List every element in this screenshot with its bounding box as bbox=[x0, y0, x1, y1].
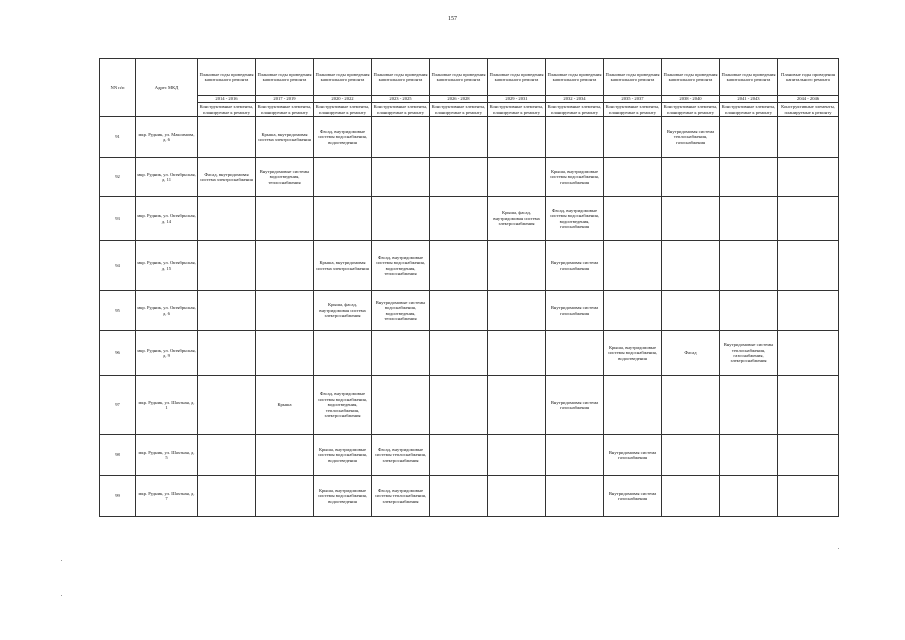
header-period-title: Плановые годы проведения капитального ремонта bbox=[662, 59, 720, 96]
repair-elements-cell: Внутридомовые системы теплоснабжения, газоснабжения, электроснабжения bbox=[720, 331, 778, 376]
repair-elements-cell bbox=[488, 158, 546, 197]
repair-elements-cell bbox=[372, 158, 430, 197]
repair-elements-cell bbox=[778, 197, 839, 241]
row-address: мкр. Рудник, ул. Октябрьская, д. 11 bbox=[136, 158, 198, 197]
repair-elements-cell bbox=[430, 241, 488, 291]
repair-elements-cell bbox=[720, 241, 778, 291]
header-period-title: Плановые годы проведения капитального ремонта bbox=[198, 59, 256, 96]
row-address: мкр. Рудник, ул. Шахтная, д. 7 bbox=[136, 476, 198, 517]
repair-elements-cell: Крыша, внутридомовая система электроснабжения bbox=[256, 117, 314, 158]
repair-elements-cell bbox=[662, 197, 720, 241]
row-address: мкр. Рудник, ул. Октябрьская, д. 9 bbox=[136, 331, 198, 376]
repair-elements-cell bbox=[778, 476, 839, 517]
repair-elements-cell bbox=[198, 376, 256, 435]
repair-elements-cell bbox=[256, 291, 314, 331]
row-address: мкр. Рудник, ул. Октябрьская, д. 14 bbox=[136, 197, 198, 241]
page-number: 157 bbox=[448, 16, 457, 22]
header-period-subtitle: Конструктивные элементы, планируемые к ремонту bbox=[546, 103, 604, 117]
repair-elements-cell: Крыша, внутридомовые системы водоснабжения, водоотведения bbox=[314, 476, 372, 517]
row-number: 95 bbox=[100, 291, 136, 331]
header-period-years: 2029 - 2031 bbox=[488, 96, 546, 103]
header-period-title: Плановые годы проведения капитального ремонта bbox=[372, 59, 430, 96]
table-row bbox=[100, 241, 839, 291]
row-number: 91 bbox=[100, 117, 136, 158]
header-period-years: 2038 - 2040 bbox=[662, 96, 720, 103]
header-period-title: Плановые годы проведения капитального ремонта bbox=[314, 59, 372, 96]
repair-elements-cell bbox=[372, 117, 430, 158]
repair-elements-cell bbox=[488, 241, 546, 291]
repair-elements-cell bbox=[604, 241, 662, 291]
repair-elements-cell bbox=[430, 376, 488, 435]
repair-elements-cell bbox=[198, 197, 256, 241]
repair-elements-cell bbox=[546, 117, 604, 158]
table-row bbox=[100, 376, 839, 435]
repair-elements-cell bbox=[198, 331, 256, 376]
repair-elements-cell bbox=[488, 331, 546, 376]
repair-elements-cell: Фасад, внутридомовые системы теплоснабжения, электроснабжения bbox=[372, 476, 430, 517]
repair-elements-cell: Внутридомовая система газоснабжения bbox=[546, 291, 604, 331]
header-period-subtitle: Конструктивные элементы, планируемые к ремонту bbox=[778, 103, 839, 117]
repair-elements-cell bbox=[778, 158, 839, 197]
repair-elements-cell bbox=[604, 376, 662, 435]
repair-elements-cell bbox=[488, 435, 546, 476]
repair-elements-cell bbox=[720, 435, 778, 476]
header-period-title: Плановые годы проведения капитального ремонта bbox=[430, 59, 488, 96]
repair-elements-cell: Фасад, внутридомовая система электроснабжения bbox=[198, 158, 256, 197]
row-number: 98 bbox=[100, 435, 136, 476]
repair-elements-cell bbox=[256, 435, 314, 476]
header-period-years: 2044 - 2046 bbox=[778, 96, 839, 103]
header-period-title: Плановые годы проведения капитального ремонта bbox=[720, 59, 778, 96]
repair-elements-cell bbox=[256, 241, 314, 291]
repair-elements-cell: Внутридомовые системы водоснабжения, водоотведения, теплоснабжения bbox=[372, 291, 430, 331]
capital-repair-table bbox=[99, 58, 839, 517]
row-number: 94 bbox=[100, 241, 136, 291]
repair-elements-cell bbox=[372, 197, 430, 241]
repair-elements-cell: Внутридомовая система теплоснабжения, газоснабжения bbox=[662, 117, 720, 158]
header-period-years: 2032 - 2034 bbox=[546, 96, 604, 103]
row-number: 99 bbox=[100, 476, 136, 517]
header-period-years: 2026 - 2028 bbox=[430, 96, 488, 103]
header-period-subtitle: Конструктивные элементы, планируемые к ремонту bbox=[314, 103, 372, 117]
table-row bbox=[100, 158, 839, 197]
repair-elements-cell bbox=[662, 158, 720, 197]
repair-elements-cell bbox=[488, 117, 546, 158]
repair-elements-cell bbox=[778, 435, 839, 476]
header-period-subtitle: Конструктивные элементы, планируемые к ремонту bbox=[430, 103, 488, 117]
table-row bbox=[100, 197, 839, 241]
repair-elements-cell bbox=[662, 435, 720, 476]
header-period-title: Плановые годы проведения капитального ремонта bbox=[546, 59, 604, 96]
repair-elements-cell bbox=[488, 376, 546, 435]
table-row bbox=[100, 331, 839, 376]
repair-elements-cell bbox=[256, 197, 314, 241]
repair-elements-cell bbox=[778, 331, 839, 376]
header-period-subtitle: Конструктивные элементы, планируемые к ремонту bbox=[662, 103, 720, 117]
row-number: 97 bbox=[100, 376, 136, 435]
repair-elements-cell bbox=[662, 241, 720, 291]
repair-elements-cell: Крыша bbox=[256, 376, 314, 435]
repair-elements-cell: Фасад, внутридомовые системы водоснабжения, водоотведения, газоснабжения bbox=[546, 197, 604, 241]
header-period-subtitle: Конструктивные элементы, планируемые к ремонту bbox=[488, 103, 546, 117]
repair-elements-cell: Крыша, фасад, внутридомовая система электроснабжения bbox=[488, 197, 546, 241]
header-period-years: 2017 - 2019 bbox=[256, 96, 314, 103]
repair-elements-cell bbox=[604, 117, 662, 158]
repair-elements-cell bbox=[604, 158, 662, 197]
repair-elements-cell bbox=[778, 376, 839, 435]
header-period-years: 2023 - 2025 bbox=[372, 96, 430, 103]
repair-elements-cell bbox=[198, 435, 256, 476]
repair-elements-cell bbox=[314, 331, 372, 376]
header-number: NN п/п bbox=[100, 59, 136, 117]
repair-elements-cell bbox=[430, 476, 488, 517]
repair-elements-cell: Крыша, внутридомовая система электроснабжения bbox=[314, 241, 372, 291]
repair-elements-cell: Крыша, внутридомовые системы водоснабжения, водоотведения bbox=[604, 331, 662, 376]
header-period-years: 2020 - 2022 bbox=[314, 96, 372, 103]
repair-elements-cell: Фасад, внутридомовые системы водоснабжения, водоотведения bbox=[314, 117, 372, 158]
repair-elements-cell bbox=[256, 331, 314, 376]
repair-elements-cell bbox=[488, 476, 546, 517]
scan-speck bbox=[61, 560, 62, 561]
header-period-years: 2035 - 2037 bbox=[604, 96, 662, 103]
repair-elements-cell bbox=[720, 291, 778, 331]
row-number: 92 bbox=[100, 158, 136, 197]
repair-elements-cell bbox=[314, 158, 372, 197]
row-address: мкр. Рудник, ул. Шахтная, д. 5 bbox=[136, 435, 198, 476]
repair-elements-cell: Внутридомовая система газоснабжения bbox=[604, 476, 662, 517]
repair-elements-cell: Фасад bbox=[662, 331, 720, 376]
header-period-title: Плановые годы проведения капитального ремонта bbox=[604, 59, 662, 96]
repair-elements-cell bbox=[720, 376, 778, 435]
header-address: Адрес МКД bbox=[136, 59, 198, 117]
repair-elements-cell bbox=[604, 197, 662, 241]
table-row bbox=[100, 435, 839, 476]
repair-elements-cell bbox=[778, 241, 839, 291]
header-period-years: 2014 - 2016 bbox=[198, 96, 256, 103]
table-row bbox=[100, 117, 839, 158]
repair-elements-cell bbox=[662, 476, 720, 517]
repair-elements-cell bbox=[720, 197, 778, 241]
scan-speck bbox=[61, 595, 62, 596]
repair-elements-cell bbox=[198, 291, 256, 331]
table-row bbox=[100, 476, 839, 517]
repair-elements-cell bbox=[198, 476, 256, 517]
repair-elements-cell bbox=[662, 291, 720, 331]
repair-elements-cell: Крыша, внутридомовые системы водоснабжения, газоснабжения bbox=[546, 158, 604, 197]
repair-elements-cell bbox=[430, 331, 488, 376]
repair-elements-cell bbox=[430, 117, 488, 158]
repair-elements-cell bbox=[546, 476, 604, 517]
repair-elements-cell bbox=[372, 331, 430, 376]
header-period-title: Плановые годы проведения капитального ремонта bbox=[778, 59, 839, 96]
repair-elements-cell: Фасад, внутридомовые системы теплоснабжения, электроснабжения bbox=[372, 435, 430, 476]
repair-elements-cell: Внутридомовая система газоснабжения bbox=[546, 241, 604, 291]
repair-elements-cell bbox=[720, 476, 778, 517]
repair-elements-cell bbox=[372, 376, 430, 435]
repair-elements-cell bbox=[546, 331, 604, 376]
repair-elements-cell bbox=[430, 291, 488, 331]
row-number: 96 bbox=[100, 331, 136, 376]
repair-elements-cell bbox=[198, 241, 256, 291]
repair-elements-cell bbox=[662, 376, 720, 435]
header-period-subtitle: Конструктивные элементы, планируемые к ремонту bbox=[604, 103, 662, 117]
repair-elements-cell bbox=[430, 158, 488, 197]
repair-elements-cell bbox=[314, 197, 372, 241]
header-period-title: Плановые годы проведения капитального ремонта bbox=[256, 59, 314, 96]
header-period-subtitle: Конструктивные элементы, планируемые к ремонту bbox=[720, 103, 778, 117]
header-period-years: 2041 - 2043 bbox=[720, 96, 778, 103]
repair-elements-cell: Фасад, внутридомовые системы водоснабжения, водоотведения, теплоснабжения bbox=[372, 241, 430, 291]
row-address: мкр. Рудник, ул. Шахтная, д. 1 bbox=[136, 376, 198, 435]
repair-elements-cell bbox=[430, 197, 488, 241]
repair-elements-cell bbox=[488, 291, 546, 331]
header-period-title: Плановые годы проведения капитального ремонта bbox=[488, 59, 546, 96]
scan-speck bbox=[838, 548, 839, 549]
repair-elements-cell: Крыша, фасад, внутридомовая система электроснабжения bbox=[314, 291, 372, 331]
header-period-subtitle: Конструктивные элементы, планируемые к ремонту bbox=[256, 103, 314, 117]
repair-elements-cell bbox=[604, 291, 662, 331]
repair-elements-cell bbox=[720, 158, 778, 197]
repair-elements-cell: Крыша, внутридомовые системы водоснабжения, водоотведения bbox=[314, 435, 372, 476]
repair-elements-cell: Внутридомовые системы водоотведения, теплоснабжения bbox=[256, 158, 314, 197]
repair-elements-cell bbox=[720, 117, 778, 158]
table-row bbox=[100, 291, 839, 331]
row-address: мкр. Рудник, ул. Октябрьская, д. 15 bbox=[136, 241, 198, 291]
repair-elements-cell bbox=[198, 117, 256, 158]
row-address: мкр. Рудник, ул. Максимова, д. 6 bbox=[136, 117, 198, 158]
repair-elements-cell: Внутридомовая система газоснабжения bbox=[604, 435, 662, 476]
repair-elements-cell: Фасад, внутридомовые системы водоснабжения, водоотведения, теплоснабжения, электроснабжения bbox=[314, 376, 372, 435]
repair-elements-cell bbox=[430, 435, 488, 476]
row-number: 93 bbox=[100, 197, 136, 241]
header-period-subtitle: Конструктивные элементы, планируемые к ремонту bbox=[372, 103, 430, 117]
repair-elements-cell bbox=[546, 435, 604, 476]
row-address: мкр. Рудник, ул. Октябрьская, д. 6 bbox=[136, 291, 198, 331]
repair-elements-cell bbox=[778, 117, 839, 158]
repair-elements-cell bbox=[256, 476, 314, 517]
repair-elements-cell: Внутридомовая система газоснабжения bbox=[546, 376, 604, 435]
header-period-subtitle: Конструктивные элементы, планируемые к ремонту bbox=[198, 103, 256, 117]
repair-elements-cell bbox=[778, 291, 839, 331]
